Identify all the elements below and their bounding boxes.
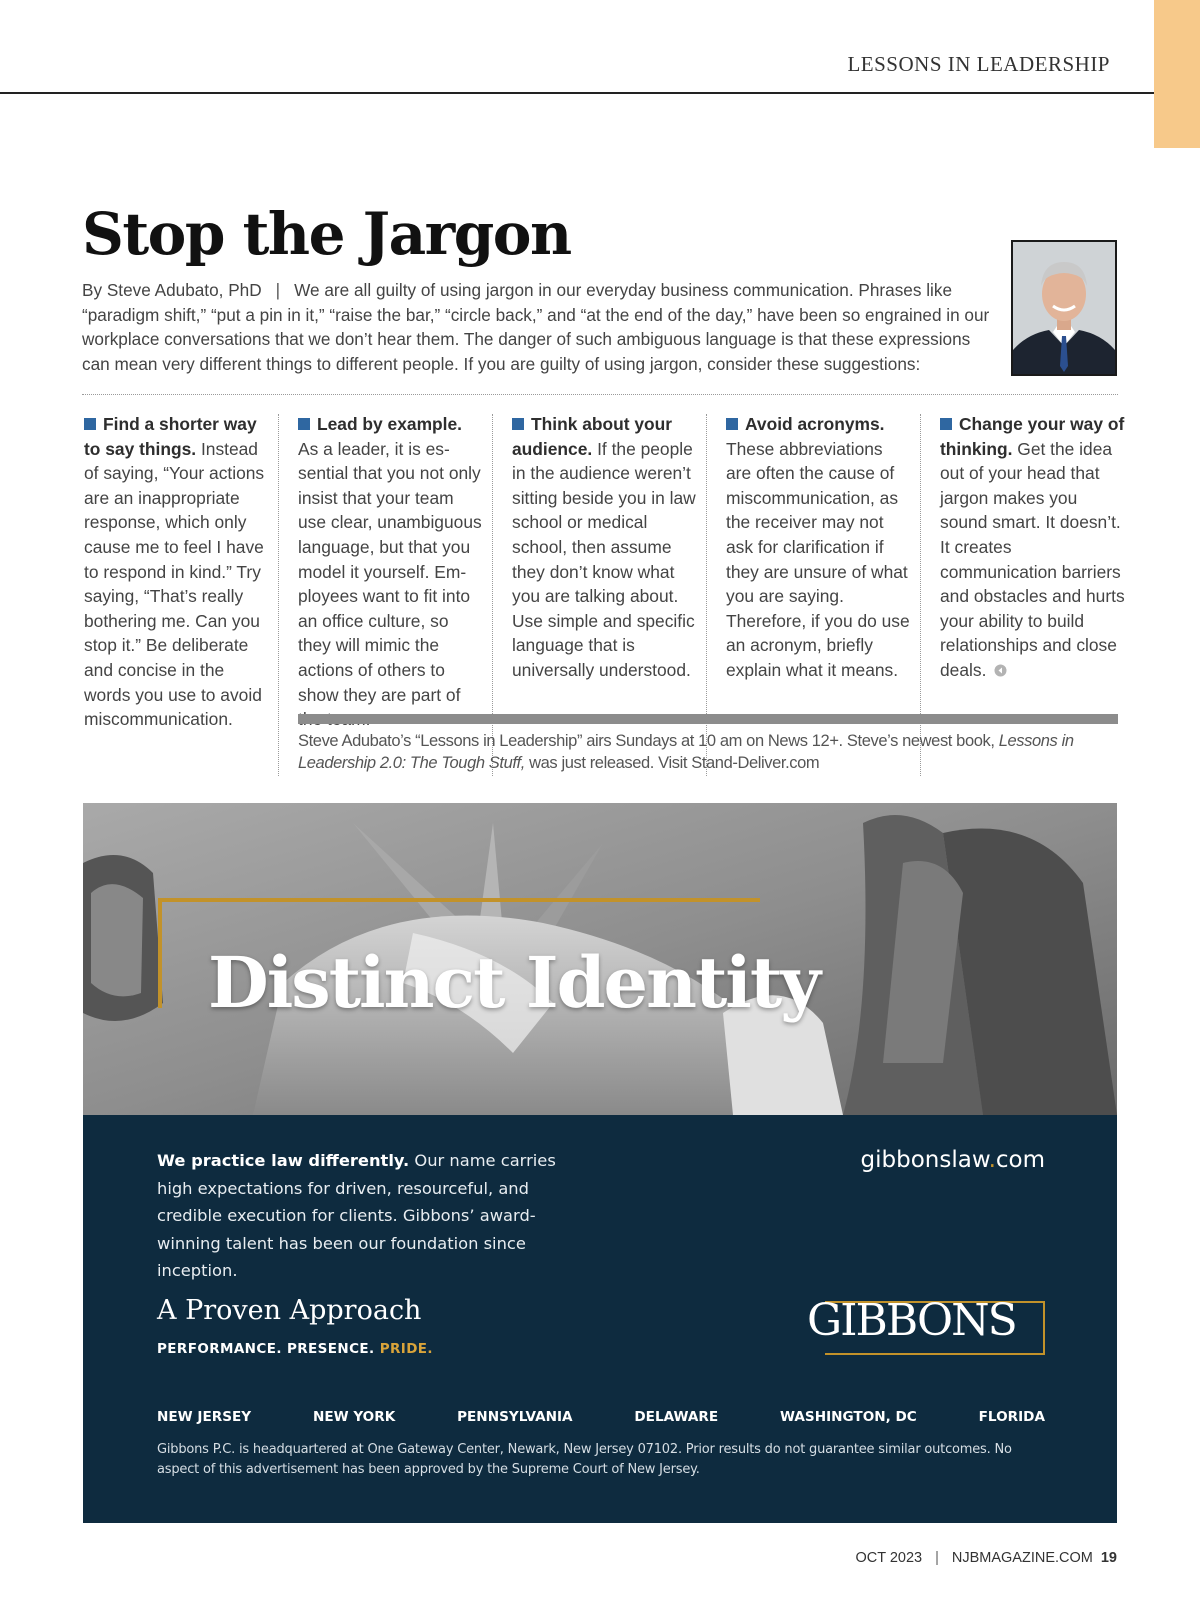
credit-text: Steve Adubato’s “Lessons in Leadership” airs Sundays at 10 am on News 12+. Steve’s newest book, bbox=[298, 732, 999, 750]
section-divider bbox=[82, 394, 1118, 395]
tip-body: These abbreviations are often the cause of miscommunication, as the receiver may not ask for clarification if they are unsure of what you are saying. Therefore, if you do use an acronym, briefly explain what it means. bbox=[726, 438, 910, 680]
page-number: 19 bbox=[1100, 1550, 1117, 1566]
location-item: FLORIDA bbox=[978, 1409, 1045, 1425]
gibbons-logo bbox=[807, 1295, 1045, 1355]
footer-separator: | bbox=[935, 1550, 939, 1566]
location-item: DELAWARE bbox=[634, 1409, 719, 1425]
square-bullet-icon bbox=[84, 418, 96, 430]
byline-intro bbox=[82, 278, 1002, 376]
tip-column-2 bbox=[298, 412, 484, 732]
byline-separator: | bbox=[275, 280, 281, 300]
ad-headline: Distinct Identity bbox=[208, 941, 819, 1024]
tip-column-4 bbox=[726, 412, 912, 683]
tagline-presence: PRESENCE. bbox=[286, 1341, 375, 1357]
square-bullet-icon bbox=[940, 418, 952, 430]
gibbons-advertisement[interactable] bbox=[83, 803, 1117, 1523]
location-item: WASHINGTON, DC bbox=[780, 1409, 917, 1425]
intro-text: We are all guilty of using jargon in our everyday business communication. Phrases like “paradigm shift,” “put a pin in it,” “raise the bar,” “circle back,” and “at the end of the day,” have been so engrained in our workplace conversations that we don’t hear them. The danger of such ambiguous language is that these expressions can mean very different things to different people. If you are guilty of using jargon, consider these suggestions: bbox=[82, 280, 990, 374]
square-bullet-icon bbox=[298, 418, 310, 430]
url-dot: . bbox=[988, 1147, 996, 1173]
statue-of-liberty-photo bbox=[83, 803, 1117, 1115]
magazine-site: NJBMAGAZINE.COM bbox=[951, 1550, 1093, 1566]
gibbons-logo-text: GIBBONS bbox=[807, 1295, 1016, 1346]
credit-text-end: was just released. Visit Stand-Deliver.com bbox=[524, 754, 820, 772]
author-headshot bbox=[1011, 240, 1117, 376]
tip-lead: Find a shorter way to say things. bbox=[84, 414, 257, 459]
header-rule bbox=[0, 92, 1154, 94]
square-bullet-icon bbox=[512, 418, 524, 430]
credit-bar bbox=[298, 714, 1118, 724]
location-item: NEW JERSEY bbox=[157, 1409, 252, 1425]
url-name: gibbonslaw bbox=[860, 1147, 989, 1173]
tip-column-5 bbox=[940, 412, 1126, 683]
ad-body bbox=[83, 1115, 1117, 1523]
tip-body: Instead of saying, “Your actions are an inappropriate response, which only cause me to feel I have to respond in kind.” Try saying, “That’s really bothering me. Can you stop it.” Be deliberate and concise in the words you use to avoid miscommunication. bbox=[84, 438, 265, 730]
tip-column-3 bbox=[512, 412, 698, 683]
article-title: Stop the Jargon bbox=[82, 200, 571, 268]
ad-copy bbox=[157, 1147, 577, 1285]
tip-lead: Lead by example. bbox=[317, 414, 462, 434]
location-item: PENNSYLVANIA bbox=[457, 1409, 573, 1425]
tip-body: Get the idea out of your head that jargon makes you sound smart. It doesn’t. It creates communication barriers and obstacles and hurts your ability to build relationships and close deals. bbox=[940, 438, 1125, 680]
ad-copy-text: Our name carries high expectations for driven, resourceful, and credible execution for clients. Gibbons’ award-winning talent has been our foundation since inception. bbox=[157, 1151, 556, 1280]
office-locations bbox=[157, 1409, 1045, 1425]
ad-tagline bbox=[157, 1341, 433, 1357]
tip-lead: Change your way of thinking. bbox=[940, 414, 1125, 459]
book-title: Lessons in Leadership 2.0: The Tough Stuff, bbox=[298, 732, 1074, 772]
issue-date: OCT 2023 bbox=[855, 1550, 923, 1566]
location-item: NEW YORK bbox=[312, 1409, 396, 1425]
tip-body: If the people in the audience weren’t sitting beside you in law school or medical school, then assume they don’t know what you are talking about. Use simple and specific language that is universally understood. bbox=[512, 438, 696, 680]
byline-author: By Steve Adubato, PhD bbox=[82, 280, 262, 300]
ad-approach: A Proven Approach bbox=[157, 1295, 422, 1326]
tagline-performance: PERFORMANCE. bbox=[157, 1341, 282, 1357]
column-separator bbox=[278, 414, 279, 776]
tip-column-1 bbox=[84, 412, 270, 732]
running-head: LESSONS IN LEADERSHIP bbox=[847, 52, 1110, 76]
tip-body: As a leader, it is essential that you not only insist that your team use clear, unambiguous language, but that you model it yourself. Employees want to fit into an office culture, so they will mimic the actions of others to show they are part of bbox=[298, 438, 482, 705]
tip-lead: Think about your audience. bbox=[512, 414, 673, 459]
ad-disclaimer: Gibbons P.C. is headquartered at One Gateway Center, Newark, New Jersey 07102. Prior results do not guarantee similar outcomes. No aspect of this advertisement has been approved by the Supreme Court of New Jersey. bbox=[157, 1442, 1012, 1477]
page-footer bbox=[855, 1550, 1117, 1566]
square-bullet-icon bbox=[726, 418, 738, 430]
ad-copy-lead: We practice law differently. bbox=[157, 1151, 410, 1170]
end-mark-icon bbox=[994, 664, 1007, 677]
section-tab bbox=[1154, 0, 1200, 148]
tagline-pride: PRIDE. bbox=[379, 1341, 433, 1357]
ad-website-link[interactable] bbox=[861, 1147, 1045, 1173]
author-credit bbox=[298, 730, 1118, 774]
tip-lead: Avoid acronyms. bbox=[745, 414, 885, 434]
author-portrait-illustration bbox=[1013, 242, 1115, 374]
url-tld: com bbox=[995, 1147, 1045, 1173]
